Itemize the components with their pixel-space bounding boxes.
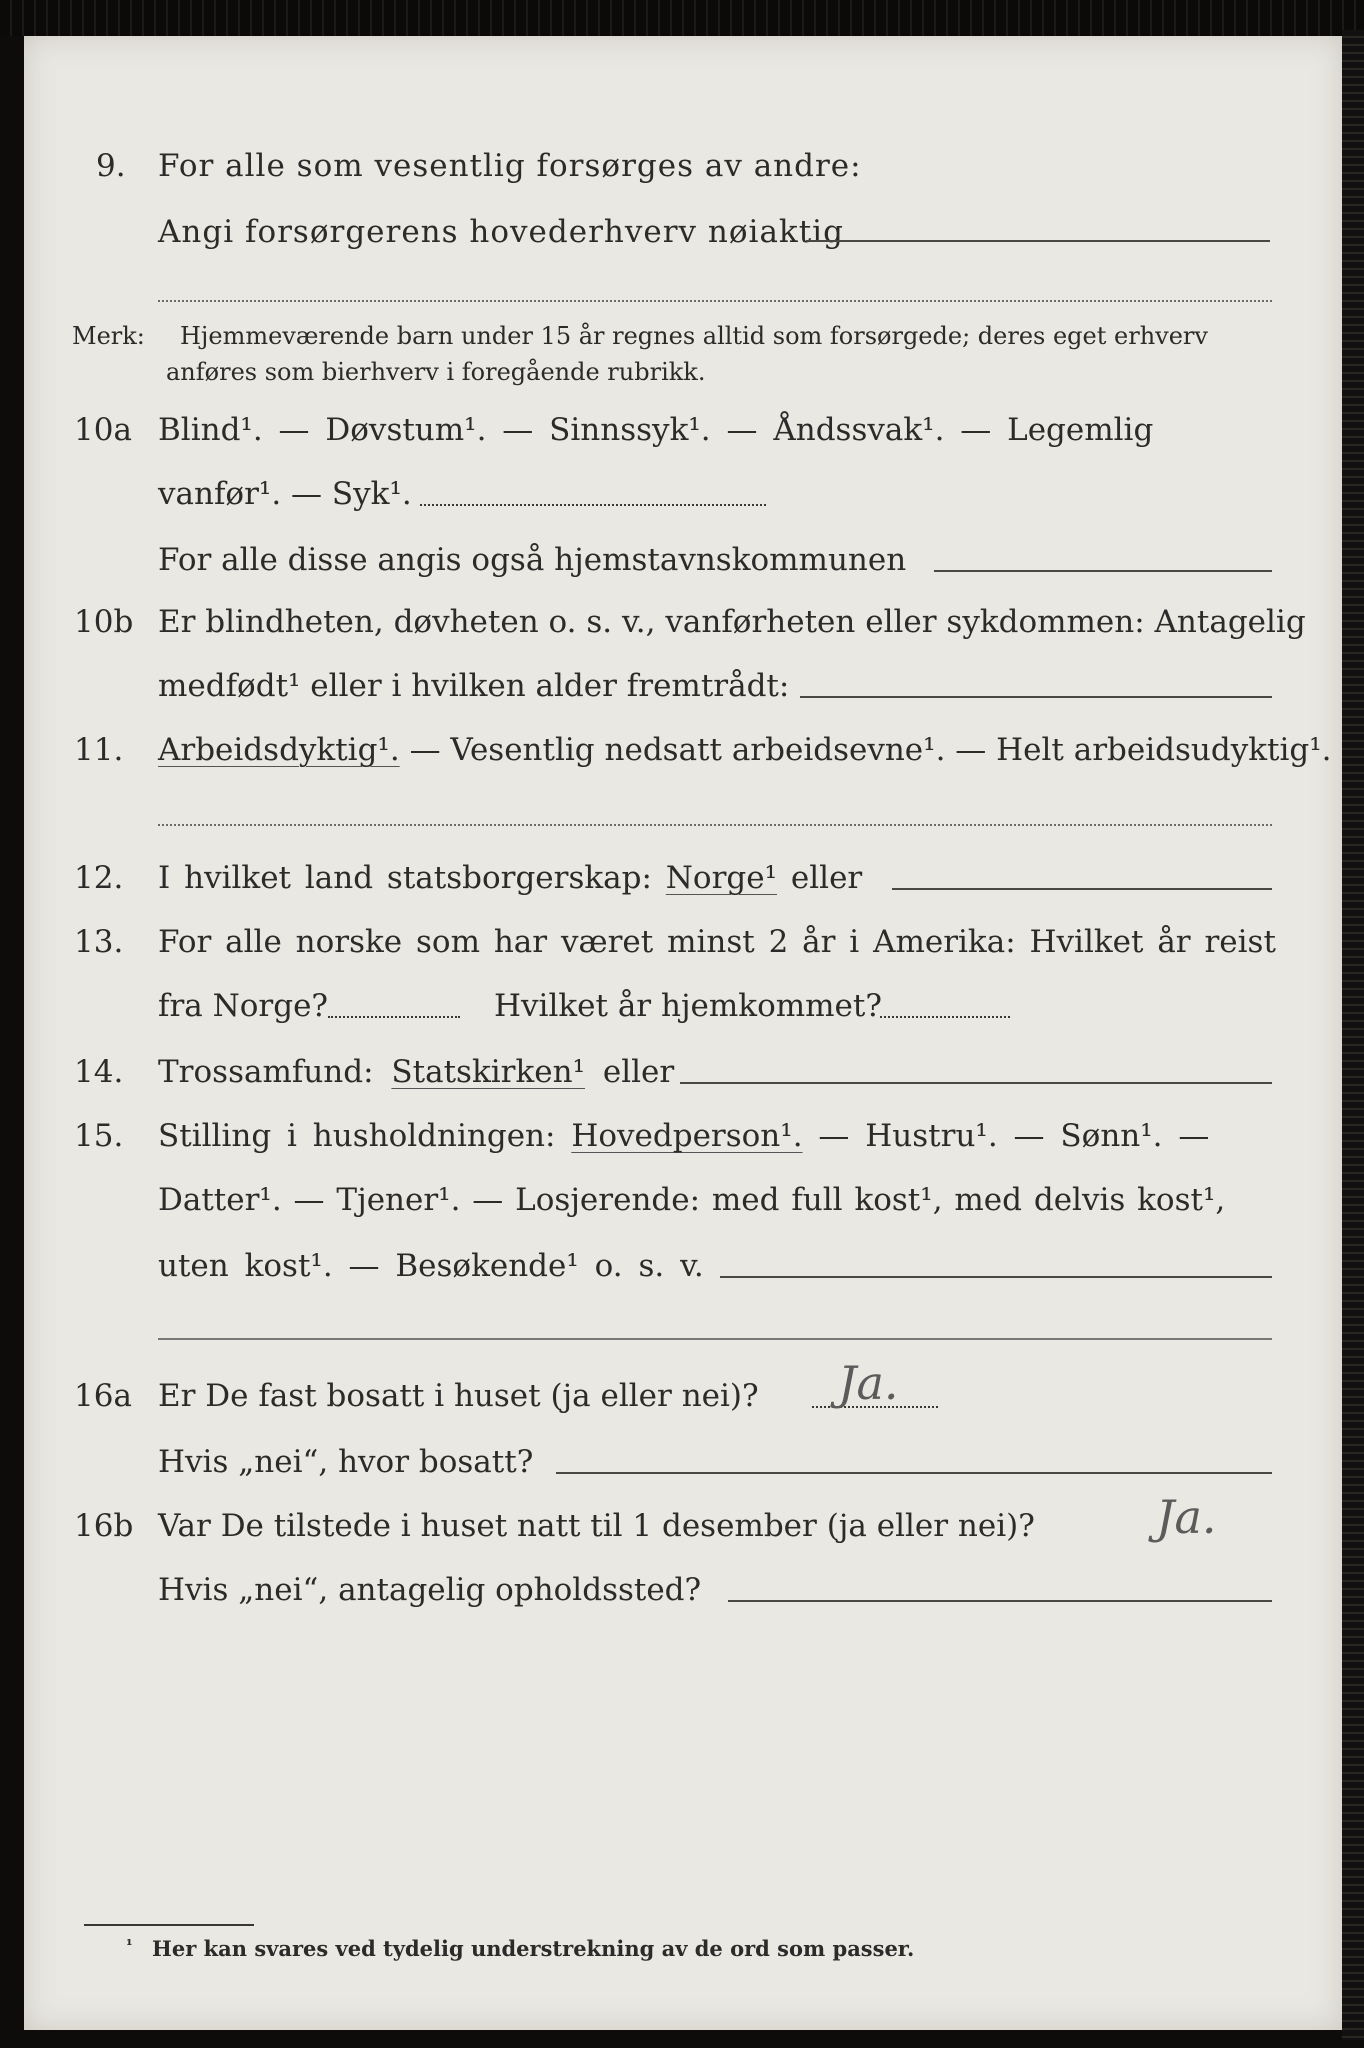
q12-line	[158, 860, 862, 896]
q13-reist-line[interactable]	[328, 1016, 460, 1018]
q14-option-statskirken: Statskirken¹	[391, 1054, 585, 1090]
q16a-number: 16a	[74, 1378, 132, 1414]
q13-line2a: fra Norge?	[158, 988, 329, 1024]
q16b-opholdssted-line[interactable]	[728, 1600, 1272, 1602]
q9-line2: Angi forsørgerens hovederhverv nøiaktig	[158, 214, 844, 250]
q9-number: 9.	[96, 148, 126, 184]
q14-number: 14.	[74, 1054, 124, 1090]
q11-separator	[158, 824, 1272, 826]
footnote-rule	[84, 1924, 254, 1926]
q9-line1: For alle som vesentlig forsørges av andre:	[158, 148, 862, 184]
q10a-line1: Blind¹. — Døvstum¹. — Sinnssyk¹. — Åndssvak¹. — Legemlig	[158, 412, 1154, 448]
q11-number: 11.	[74, 732, 124, 768]
q16b-number: 16b	[74, 1508, 134, 1544]
q15-line1	[158, 1118, 1209, 1154]
merk-label: Merk:	[72, 322, 145, 350]
q9-answer-line[interactable]	[806, 240, 1270, 242]
footnote-mark: ¹	[126, 1936, 133, 1954]
q16b-handwritten-answer: Ja.	[1156, 1490, 1217, 1544]
q10b-number: 10b	[74, 604, 134, 640]
q10b-line2: medfødt¹ eller i hvilken alder fremtrådt:	[158, 668, 790, 704]
q15-rest1: — Hustru¹. — Sønn¹. —	[818, 1118, 1210, 1154]
q16a-line1: Er De fast bosatt i huset (ja eller nei)?	[158, 1378, 759, 1414]
q16a-line2: Hvis „nei“, hvor bosatt?	[158, 1444, 534, 1480]
footnote-text: Her kan svares ved tydelig understrekning av de ord som passer.	[152, 1936, 915, 1961]
q13-hjemkommet-line[interactable]	[880, 1016, 1010, 1018]
q16a-bosatt-line[interactable]	[556, 1472, 1272, 1474]
q10a-line3: For alle disse angis også hjemstavnskommunen	[158, 542, 907, 578]
q15-line3: uten kost¹. — Besøkende¹ o. s. v.	[158, 1248, 704, 1284]
merk-line1: Hjemmeværende barn under 15 år regnes alltid som forsørgede; deres eget erhverv	[180, 322, 1208, 350]
q10a-kommune-line[interactable]	[934, 570, 1272, 572]
q13-line2b: Hvilket år hjemkommet?	[494, 988, 882, 1024]
q10a-syk-line[interactable]	[420, 504, 766, 506]
q15-answer-line[interactable]	[720, 1276, 1272, 1278]
q14-answer-line[interactable]	[680, 1082, 1272, 1084]
q15-number: 15.	[74, 1118, 124, 1154]
q11-rest: — Vesentlig nedsatt arbeidsevne¹. — Helt arbeidsudyktig¹.	[409, 732, 1332, 768]
q15-prompt: Stilling i husholdningen:	[158, 1118, 556, 1154]
q13-number: 13.	[74, 924, 124, 960]
merk-line2: anføres som bierhverv i foregående rubrikk.	[166, 358, 706, 386]
q10b-answer-line[interactable]	[800, 696, 1272, 698]
q16b-line2: Hvis „nei“, antagelig opholdssted?	[158, 1572, 702, 1608]
q15-option-hovedperson: Hovedperson¹.	[571, 1118, 803, 1154]
scan-right-edge	[1342, 30, 1364, 2040]
q11-line	[158, 732, 1332, 768]
q16b-line1: Var De tilstede i huset natt til 1 desember (ja eller nei)?	[158, 1508, 1035, 1544]
scan-top-edge	[0, 0, 1364, 36]
q14-prompt: Trossamfund:	[158, 1054, 374, 1090]
q10a-line2: vanfør¹. — Syk¹.	[158, 476, 412, 512]
q12-eller: eller	[790, 860, 863, 896]
q12-answer-line[interactable]	[892, 888, 1272, 890]
q15-line2: Datter¹. — Tjener¹. — Losjerende: med full kost¹, med delvis kost¹,	[158, 1182, 1226, 1218]
q10a-number: 10a	[74, 412, 132, 448]
q14-eller: eller	[602, 1054, 675, 1090]
q12-number: 12.	[74, 860, 124, 896]
q9-separator	[158, 300, 1272, 302]
q10b-line1: Er blindheten, døvheten o. s. v., vanførheten eller sykdommen: Antagelig	[158, 604, 1306, 640]
q13-line1: For alle norske som har været minst 2 år i Amerika: Hvilket år reist	[158, 924, 1276, 960]
q15-separator	[158, 1338, 1272, 1340]
q12-option-norge: Norge¹	[665, 860, 778, 896]
q16a-handwritten-answer: Ja.	[838, 1356, 899, 1410]
q12-prompt: I hvilket land statsborgerskap:	[158, 860, 652, 896]
q14-line	[158, 1054, 674, 1090]
q11-option-arbeidsdyktig: Arbeidsdyktig¹.	[158, 732, 400, 768]
